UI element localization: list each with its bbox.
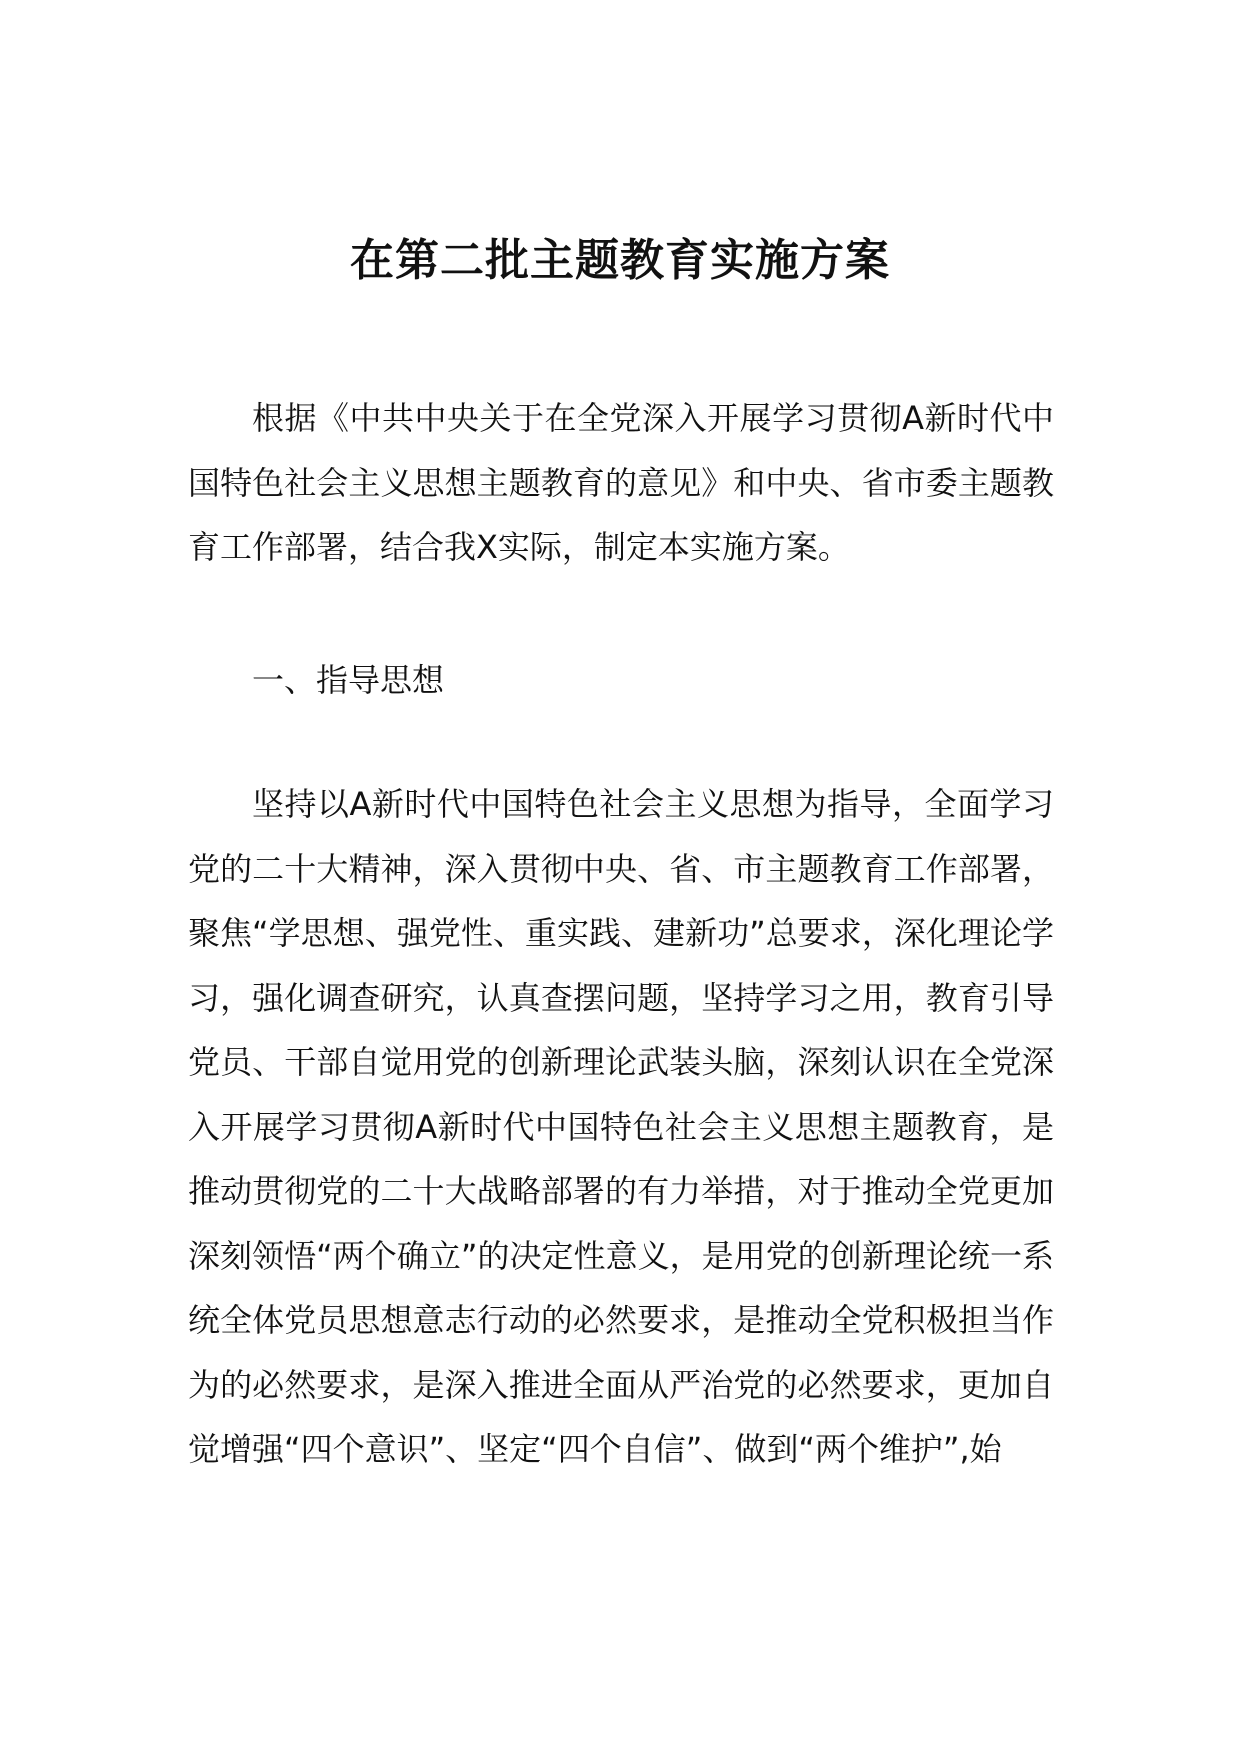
- intro-paragraph: 根据《中共中央关于在全党深入开展学习贯彻A新时代中国特色社会主义思想主题教育的意见》和中央、省市委主题教育工作部署，结合我X实际，制定本实施方案。: [188, 399, 1054, 566]
- document-title: 在第二批主题教育实施方案: [350, 235, 890, 287]
- guiding-ideology-paragraph: 坚持以A新时代中国特色社会主义思想为指导，全面学习党的二十大精神，深入贯彻中央、省、市主题教育工作部署，聚焦“学思想、强党性、重实践、建新功”总要求，深化理论学习，强化调查研究，认真查摆问题，坚持学习之用，教育引导党员、干部自觉用党的创新理论武装头脑，深刻认识在全党深入开展学习贯彻A新时代中国特色社会主义思想主题教育，是推动贯彻党的二十大战略部署的有力举措，对于推动全党更加深刻领悟“两个确立”的决定性意义，是用党的创新理论统一系统全体党员思想意志行动的必然要求，是推动全党积极担当作为的必然要求，是深入推进全面从严治党的必然要求，更加自觉增强“四个意识”、坚定“四个自信”、做到“两个维护”,始: [188, 785, 1054, 1468]
- section-heading-guiding-ideology: 一、指导思想: [252, 661, 445, 699]
